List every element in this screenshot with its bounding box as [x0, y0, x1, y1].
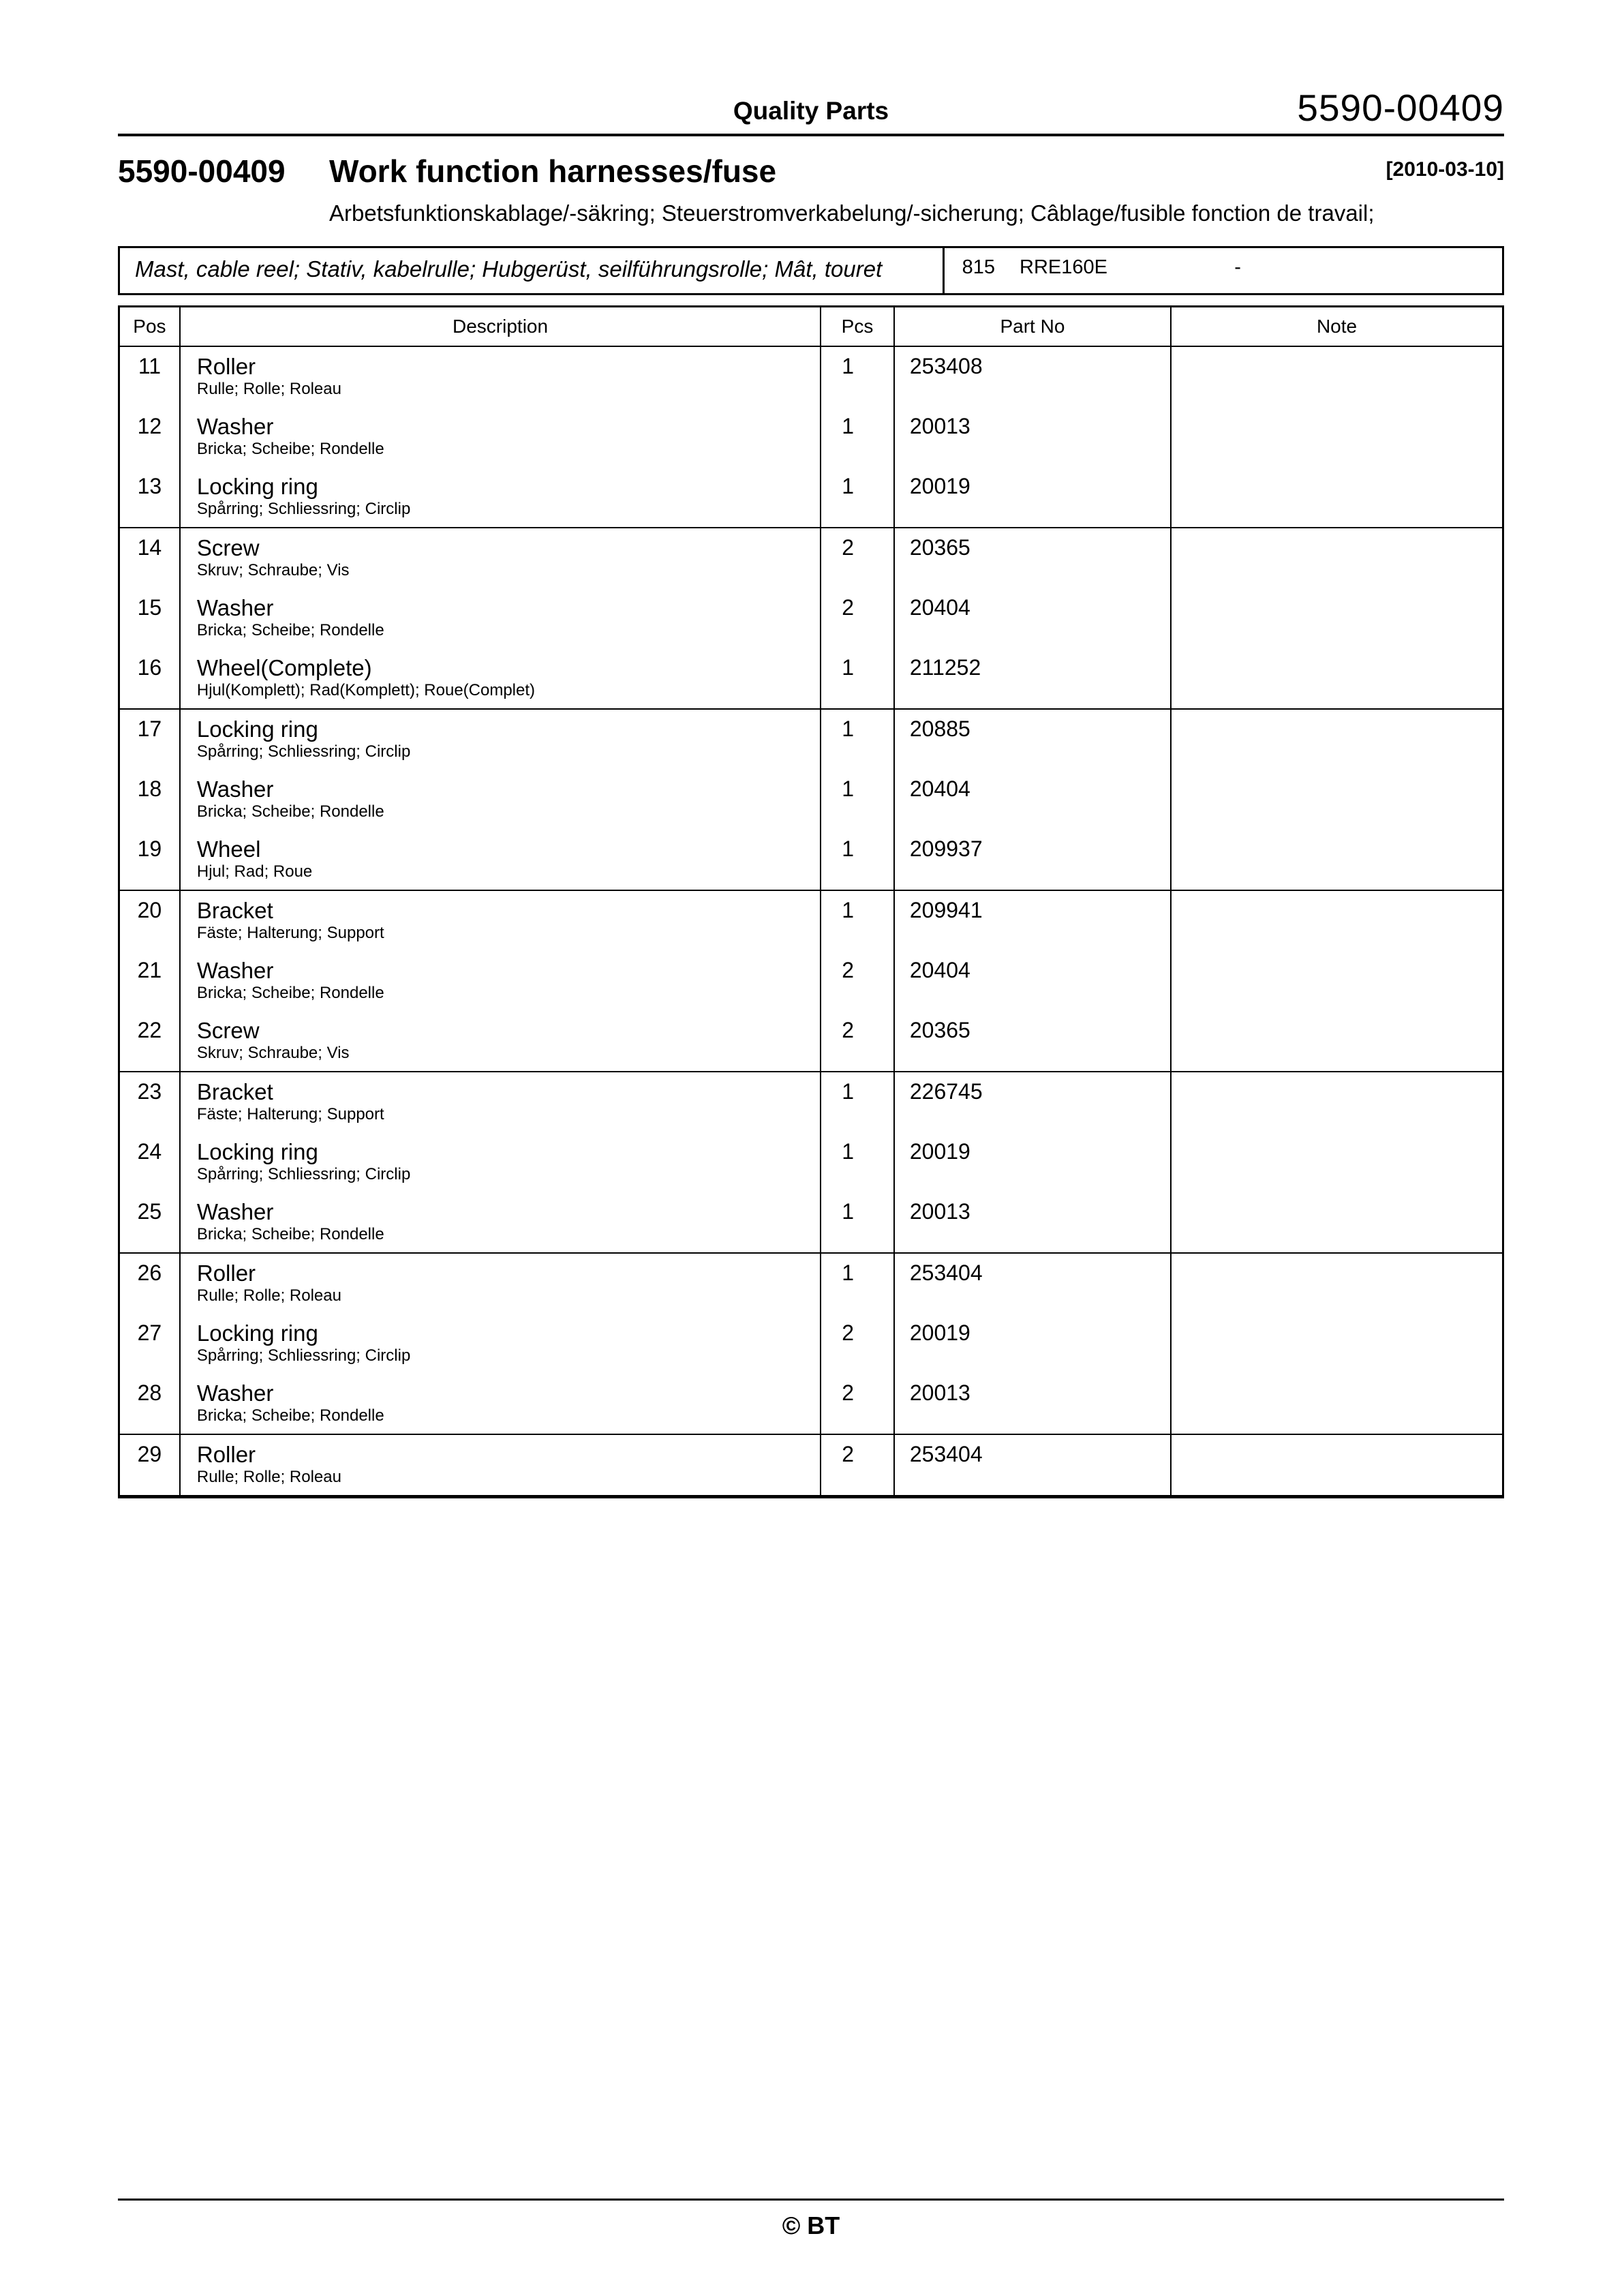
- table-row: [119, 1314, 1503, 1374]
- note-cell: [1171, 1011, 1503, 1072]
- revision-date: [2010-03-10]: [1386, 158, 1504, 181]
- description-main: Locking ring: [196, 1139, 318, 1164]
- parts-table: [118, 305, 1504, 1498]
- part-no-cell: 20404: [894, 588, 1171, 648]
- col-header-description: Description: [180, 307, 821, 347]
- note-cell: [1171, 890, 1503, 951]
- description-translations: Bricka; Scheibe; Rondelle: [196, 621, 384, 639]
- part-no-cell: 209937: [894, 830, 1171, 890]
- part-no-cell: 226745: [894, 1072, 1171, 1132]
- description-main: Washer: [196, 595, 274, 620]
- description-translations: Spårring; Schliessring; Circlip: [196, 1346, 411, 1365]
- page-content: [118, 0, 1504, 1498]
- pos-cell: 28: [119, 1374, 180, 1434]
- pcs-cell: 1: [821, 1132, 894, 1192]
- description-main: Roller: [196, 354, 256, 379]
- part-no-cell: 20013: [894, 407, 1171, 467]
- description-main: Bracket: [196, 898, 273, 923]
- part-no-cell: 20404: [894, 770, 1171, 830]
- note-cell: [1171, 709, 1503, 770]
- pcs-cell: 1: [821, 1253, 894, 1314]
- description-cell: [180, 830, 821, 890]
- note-cell: [1171, 1192, 1503, 1253]
- header-rule: [118, 134, 1504, 136]
- footer-rule: [118, 2199, 1504, 2201]
- description-translations: Bricka; Scheibe; Rondelle: [196, 1406, 384, 1425]
- part-no-cell: 253404: [894, 1253, 1171, 1314]
- model-name: RRE160E: [1020, 256, 1108, 278]
- note-cell: [1171, 1253, 1503, 1314]
- table-row: [119, 770, 1503, 830]
- description-cell: [180, 588, 821, 648]
- footer-copyright: © BT: [782, 2211, 840, 2239]
- pcs-cell: 1: [821, 770, 894, 830]
- part-no-cell: 20013: [894, 1192, 1171, 1253]
- pos-cell: 24: [119, 1132, 180, 1192]
- page-title: Work function harnesses/fuse: [329, 153, 777, 189]
- description-cell: [180, 346, 821, 407]
- description-cell: [180, 770, 821, 830]
- pos-cell: 17: [119, 709, 180, 770]
- part-no-cell: 20365: [894, 528, 1171, 588]
- pos-cell: 20: [119, 890, 180, 951]
- description-translations: Rulle; Rolle; Roleau: [196, 1286, 341, 1305]
- description-cell: [180, 467, 821, 528]
- section-header-box: [118, 246, 1504, 295]
- pcs-cell: 2: [821, 588, 894, 648]
- title-row: [118, 153, 1504, 190]
- pos-cell: 19: [119, 830, 180, 890]
- description-main: Locking ring: [196, 1320, 318, 1346]
- note-cell: [1171, 1072, 1503, 1132]
- pcs-cell: 1: [821, 1192, 894, 1253]
- pos-cell: 29: [119, 1434, 180, 1497]
- title-block: [118, 153, 1504, 230]
- description-main: Washer: [196, 414, 274, 439]
- table-row: [119, 890, 1503, 951]
- pos-cell: 12: [119, 407, 180, 467]
- note-cell: [1171, 1374, 1503, 1434]
- table-row: [119, 1132, 1503, 1192]
- header-doc-number: 5590-00409: [1297, 87, 1504, 129]
- description-main: Washer: [196, 1380, 274, 1406]
- pos-cell: 15: [119, 588, 180, 648]
- description-translations: Fäste; Halterung; Support: [196, 924, 384, 942]
- table-row: [119, 467, 1503, 528]
- pcs-cell: 2: [821, 1314, 894, 1374]
- description-cell: [180, 407, 821, 467]
- col-header-pos: Pos: [119, 307, 180, 347]
- pos-cell: 26: [119, 1253, 180, 1314]
- description-main: Roller: [196, 1442, 256, 1467]
- description-translations: Skruv; Schraube; Vis: [196, 1044, 350, 1062]
- note-cell: [1171, 528, 1503, 588]
- col-header-pcs: Pcs: [821, 307, 894, 347]
- table-row: [119, 346, 1503, 407]
- note-cell: [1171, 1132, 1503, 1192]
- description-translations: Fäste; Halterung; Support: [196, 1105, 384, 1123]
- note-cell: [1171, 346, 1503, 407]
- section-note: -: [1234, 256, 1241, 278]
- description-cell: [180, 1011, 821, 1072]
- table-row: [119, 648, 1503, 709]
- description-translations: Bricka; Scheibe; Rondelle: [196, 984, 384, 1002]
- pcs-cell: 1: [821, 709, 894, 770]
- pcs-cell: 1: [821, 407, 894, 467]
- note-cell: [1171, 1434, 1503, 1497]
- part-no-cell: 20019: [894, 1132, 1171, 1192]
- note-cell: [1171, 951, 1503, 1011]
- part-no-cell: 211252: [894, 648, 1171, 709]
- page-footer: [118, 2199, 1504, 2240]
- header-title: Quality Parts: [733, 97, 889, 125]
- description-cell: [180, 528, 821, 588]
- description-translations: Skruv; Schraube; Vis: [196, 561, 350, 579]
- pos-cell: 16: [119, 648, 180, 709]
- pos-cell: 27: [119, 1314, 180, 1374]
- pcs-cell: 2: [821, 1434, 894, 1497]
- pos-cell: 14: [119, 528, 180, 588]
- pos-cell: 25: [119, 1192, 180, 1253]
- note-cell: [1171, 407, 1503, 467]
- pcs-cell: 1: [821, 467, 894, 528]
- description-main: Wheel: [196, 836, 261, 862]
- description-main: Washer: [196, 776, 274, 802]
- table-header-row: [119, 307, 1503, 347]
- description-cell: [180, 1072, 821, 1132]
- table-row: [119, 1374, 1503, 1434]
- pcs-cell: 2: [821, 951, 894, 1011]
- description-main: Locking ring: [196, 716, 318, 742]
- description-main: Wheel(Complete): [196, 655, 372, 680]
- note-cell: [1171, 770, 1503, 830]
- description-main: Locking ring: [196, 474, 318, 499]
- description-translations: Spårring; Schliessring; Circlip: [196, 500, 411, 518]
- document-code: 5590-00409: [118, 153, 286, 189]
- model-code: 815: [962, 256, 996, 278]
- pcs-cell: 1: [821, 648, 894, 709]
- pcs-cell: 1: [821, 890, 894, 951]
- table-row: [119, 1011, 1503, 1072]
- part-no-cell: 253408: [894, 346, 1171, 407]
- pos-cell: 21: [119, 951, 180, 1011]
- description-translations: Bricka; Scheibe; Rondelle: [196, 440, 384, 458]
- pos-cell: 23: [119, 1072, 180, 1132]
- description-cell: [180, 709, 821, 770]
- description-cell: [180, 1434, 821, 1497]
- description-cell: [180, 1374, 821, 1434]
- pcs-cell: 2: [821, 1011, 894, 1072]
- description-translations: Rulle; Rolle; Roleau: [196, 380, 341, 398]
- description-cell: [180, 1192, 821, 1253]
- pos-cell: 13: [119, 467, 180, 528]
- pcs-cell: 2: [821, 1374, 894, 1434]
- description-translations: Spårring; Schliessring; Circlip: [196, 742, 411, 761]
- description-translations: Spårring; Schliessring; Circlip: [196, 1165, 411, 1183]
- table-row: [119, 588, 1503, 648]
- table-row: [119, 407, 1503, 467]
- table-row: [119, 1072, 1503, 1132]
- section-model-cell: [943, 248, 1502, 293]
- description-cell: [180, 648, 821, 709]
- part-no-cell: 20019: [894, 1314, 1171, 1374]
- description-main: Washer: [196, 958, 274, 983]
- description-cell: [180, 1132, 821, 1192]
- table-row: [119, 1434, 1503, 1497]
- section-description: Mast, cable reel; Stativ, kabelrulle; Hubgerüst, seilführungsrolle; Mât, touret: [135, 256, 883, 282]
- pos-cell: 11: [119, 346, 180, 407]
- table-row: [119, 830, 1503, 890]
- note-cell: [1171, 648, 1503, 709]
- description-main: Screw: [196, 535, 260, 560]
- pos-cell: 22: [119, 1011, 180, 1072]
- part-no-cell: 20404: [894, 951, 1171, 1011]
- description-translations: Rulle; Rolle; Roleau: [196, 1468, 341, 1486]
- note-cell: [1171, 467, 1503, 528]
- table-row: [119, 1253, 1503, 1314]
- description-cell: [180, 1314, 821, 1374]
- part-no-cell: 253404: [894, 1434, 1171, 1497]
- note-cell: [1171, 830, 1503, 890]
- note-cell: [1171, 588, 1503, 648]
- part-no-cell: 20365: [894, 1011, 1171, 1072]
- table-row: [119, 709, 1503, 770]
- description-translations: Hjul; Rad; Roue: [196, 862, 313, 881]
- table-row: [119, 951, 1503, 1011]
- part-no-cell: 20013: [894, 1374, 1171, 1434]
- table-row: [119, 1192, 1503, 1253]
- part-no-cell: 20019: [894, 467, 1171, 528]
- description-main: Roller: [196, 1260, 256, 1286]
- pos-cell: 18: [119, 770, 180, 830]
- page-header: [118, 0, 1504, 134]
- table-row: [119, 528, 1503, 588]
- note-cell: [1171, 1314, 1503, 1374]
- pcs-cell: 2: [821, 528, 894, 588]
- description-main: Bracket: [196, 1079, 273, 1104]
- title-translations: Arbetsfunktionskablage/-säkring; Steuerstromverkabelung/-sicherung; Câblage/fusible fonction de travail;: [329, 200, 1375, 226]
- description-cell: [180, 890, 821, 951]
- pcs-cell: 1: [821, 346, 894, 407]
- pcs-cell: 1: [821, 1072, 894, 1132]
- part-no-cell: 20885: [894, 709, 1171, 770]
- description-translations: Bricka; Scheibe; Rondelle: [196, 802, 384, 821]
- col-header-note: Note: [1171, 307, 1503, 347]
- description-translations: Bricka; Scheibe; Rondelle: [196, 1225, 384, 1243]
- part-no-cell: 209941: [894, 890, 1171, 951]
- description-cell: [180, 1253, 821, 1314]
- col-header-part-no: Part No: [894, 307, 1171, 347]
- parts-table-body: [119, 346, 1503, 1497]
- pcs-cell: 1: [821, 830, 894, 890]
- description-main: Washer: [196, 1199, 274, 1224]
- description-cell: [180, 951, 821, 1011]
- description-translations: Hjul(Komplett); Rad(Komplett); Roue(Complet): [196, 681, 536, 699]
- description-main: Screw: [196, 1018, 260, 1043]
